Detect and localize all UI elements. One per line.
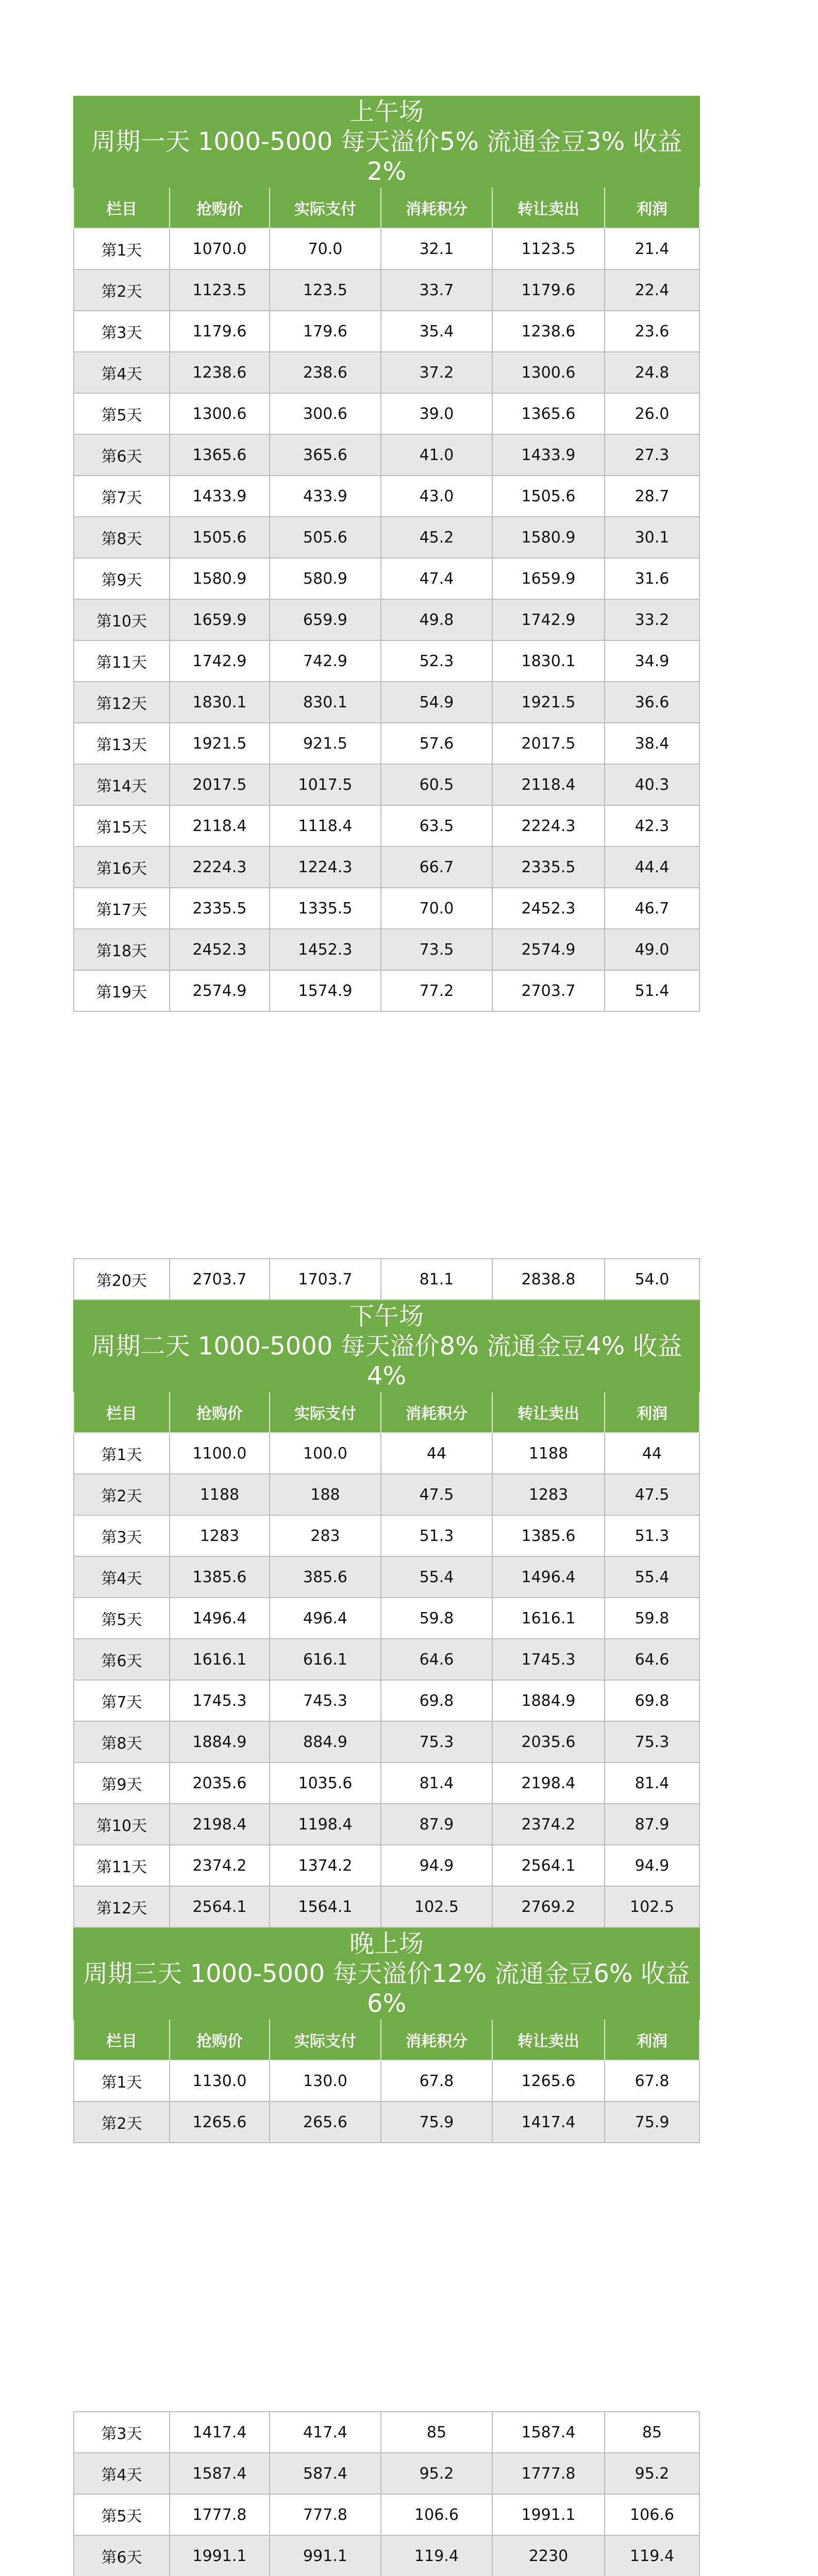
value-cell: 2335.5 (170, 888, 270, 929)
table-row (74, 1845, 699, 1886)
value-cell: 1283 (492, 1474, 605, 1515)
value-cell: 54.9 (381, 682, 492, 723)
value-cell: 1991.1 (492, 2494, 605, 2535)
value-cell: 45.2 (381, 517, 492, 558)
day-cell: 第11天 (74, 640, 170, 682)
middle-page-block (73, 1258, 699, 2143)
table-row (74, 1259, 699, 1300)
evening-continued-section (73, 2411, 699, 2576)
day-cell: 第8天 (74, 517, 170, 558)
value-cell: 2374.2 (492, 1804, 605, 1845)
value-cell: 496.4 (270, 1598, 381, 1639)
value-cell: 1564.1 (270, 1886, 381, 1927)
value-cell: 34.9 (605, 640, 699, 682)
value-cell: 1365.6 (170, 434, 270, 476)
table-row (74, 2535, 699, 2576)
value-cell: 1070.0 (170, 228, 270, 269)
table-row (74, 1598, 699, 1639)
day-cell: 第6天 (74, 434, 170, 476)
value-cell: 1505.6 (492, 476, 605, 517)
value-cell: 2564.1 (170, 1886, 270, 1927)
value-cell: 2769.2 (492, 1886, 605, 1927)
table-row (74, 888, 699, 929)
value-cell: 46.7 (605, 888, 699, 929)
value-cell: 22.4 (605, 269, 699, 311)
value-cell: 830.1 (270, 682, 381, 723)
value-cell: 21.4 (605, 228, 699, 269)
day-cell: 第12天 (74, 1886, 170, 1927)
day-cell: 第5天 (74, 1598, 170, 1639)
table-row (74, 929, 699, 970)
day-cell: 第3天 (74, 311, 170, 352)
value-cell: 417.4 (270, 2412, 381, 2453)
value-cell: 1179.6 (492, 269, 605, 311)
value-cell: 2224.3 (492, 805, 605, 846)
value-cell: 1283 (170, 1515, 270, 1556)
value-cell: 75.9 (381, 2102, 492, 2143)
table-row (74, 393, 699, 434)
value-cell: 265.6 (270, 2102, 381, 2143)
value-cell: 1417.4 (492, 2102, 605, 2143)
value-cell: 179.6 (270, 311, 381, 352)
value-cell: 884.9 (270, 1721, 381, 1762)
value-cell: 2574.9 (492, 929, 605, 970)
value-cell: 1188 (170, 1474, 270, 1515)
value-cell: 60.5 (381, 764, 492, 805)
value-cell: 1742.9 (170, 640, 270, 682)
value-cell: 94.9 (605, 1845, 699, 1886)
day-cell: 第10天 (74, 1804, 170, 1845)
value-cell: 2703.7 (492, 970, 605, 1011)
header-cell: 抢购价 (170, 2019, 270, 2060)
value-cell: 59.8 (381, 1598, 492, 1639)
header-cell: 利润 (605, 2019, 699, 2060)
value-cell: 75.9 (605, 2102, 699, 2143)
value-cell: 2017.5 (170, 764, 270, 805)
value-cell: 1921.5 (170, 723, 270, 764)
table-row (74, 434, 699, 476)
table-row (74, 970, 699, 1011)
value-cell: 95.2 (381, 2453, 492, 2494)
morning-title: 上午场 周期一天 1000-5000 每天溢价5% 流通金豆3% 收益2% (74, 96, 699, 187)
header-row (74, 187, 699, 228)
value-cell: 102.5 (605, 1886, 699, 1927)
table-row (74, 599, 699, 640)
value-cell: 1884.9 (492, 1680, 605, 1721)
value-cell: 33.7 (381, 269, 492, 311)
value-cell: 38.4 (605, 723, 699, 764)
table-row (74, 640, 699, 682)
day-cell: 第20天 (74, 1259, 170, 1300)
value-cell: 41.0 (381, 434, 492, 476)
value-cell: 106.6 (381, 2494, 492, 2535)
value-cell: 44 (381, 1433, 492, 1474)
value-cell: 1017.5 (270, 764, 381, 805)
table-row (74, 311, 699, 352)
evening-table (73, 1928, 700, 2143)
value-cell: 1742.9 (492, 599, 605, 640)
table-row (74, 1721, 699, 1762)
value-cell: 119.4 (381, 2535, 492, 2576)
value-cell: 1777.8 (492, 2453, 605, 2494)
value-cell: 87.9 (605, 1804, 699, 1845)
value-cell: 991.1 (270, 2535, 381, 2576)
value-cell: 505.6 (270, 517, 381, 558)
value-cell: 1580.9 (492, 517, 605, 558)
day-cell: 第12天 (74, 682, 170, 723)
value-cell: 1198.4 (270, 1804, 381, 1845)
day-cell: 第6天 (74, 2535, 170, 2576)
value-cell: 52.3 (381, 640, 492, 682)
value-cell: 365.6 (270, 434, 381, 476)
value-cell: 1659.9 (492, 558, 605, 599)
table-row (74, 1639, 699, 1680)
value-cell: 2198.4 (170, 1804, 270, 1845)
value-cell: 44 (605, 1433, 699, 1474)
value-cell: 27.3 (605, 434, 699, 476)
value-cell: 66.7 (381, 846, 492, 888)
value-cell: 23.6 (605, 311, 699, 352)
value-cell: 85 (605, 2412, 699, 2453)
value-cell: 69.8 (605, 1680, 699, 1721)
value-cell: 87.9 (381, 1804, 492, 1845)
value-cell: 742.9 (270, 640, 381, 682)
value-cell: 73.5 (381, 929, 492, 970)
value-cell: 2838.8 (492, 1259, 605, 1300)
header-cell: 实际支付 (270, 1392, 381, 1433)
value-cell: 44.4 (605, 846, 699, 888)
value-cell: 2335.5 (492, 846, 605, 888)
value-cell: 1265.6 (492, 2060, 605, 2102)
value-cell: 40.3 (605, 764, 699, 805)
value-cell: 1777.8 (170, 2494, 270, 2535)
value-cell: 777.8 (270, 2494, 381, 2535)
morning-table (73, 96, 700, 1012)
value-cell: 1123.5 (170, 269, 270, 311)
value-cell: 2230 (492, 2535, 605, 2576)
value-cell: 616.1 (270, 1639, 381, 1680)
value-cell: 47.4 (381, 558, 492, 599)
value-cell: 1496.4 (492, 1556, 605, 1598)
value-cell: 26.0 (605, 393, 699, 434)
day-cell: 第2天 (74, 269, 170, 311)
table-row (74, 2494, 699, 2535)
value-cell: 36.6 (605, 682, 699, 723)
value-cell: 1616.1 (170, 1639, 270, 1680)
value-cell: 1385.6 (492, 1515, 605, 1556)
value-cell: 1745.3 (492, 1639, 605, 1680)
value-cell: 2198.4 (492, 1762, 605, 1804)
table-row (74, 1886, 699, 1927)
value-cell: 1035.6 (270, 1762, 381, 1804)
value-cell: 1580.9 (170, 558, 270, 599)
day-cell: 第8天 (74, 1721, 170, 1762)
value-cell: 1991.1 (170, 2535, 270, 2576)
header-cell: 转让卖出 (492, 2019, 605, 2060)
value-cell: 81.4 (605, 1762, 699, 1804)
value-cell: 85 (381, 2412, 492, 2453)
value-cell: 1130.0 (170, 2060, 270, 2102)
day-cell: 第15天 (74, 805, 170, 846)
value-cell: 1433.9 (492, 434, 605, 476)
header-cell: 转让卖出 (492, 1392, 605, 1433)
table-row (74, 682, 699, 723)
value-cell: 51.3 (605, 1515, 699, 1556)
header-cell: 抢购价 (170, 1392, 270, 1433)
value-cell: 1574.9 (270, 970, 381, 1011)
header-cell: 转让卖出 (492, 187, 605, 228)
header-cell: 消耗积分 (381, 1392, 492, 1433)
table-row (74, 1433, 699, 1474)
value-cell: 1659.9 (170, 599, 270, 640)
value-cell: 1830.1 (170, 682, 270, 723)
table-row (74, 2412, 699, 2453)
day-cell: 第4天 (74, 352, 170, 393)
value-cell: 1385.6 (170, 1556, 270, 1598)
value-cell: 33.2 (605, 599, 699, 640)
value-cell: 385.6 (270, 1556, 381, 1598)
value-cell: 2035.6 (170, 1762, 270, 1804)
table-row (74, 805, 699, 846)
afternoon-table (73, 1300, 700, 1928)
day-cell: 第1天 (74, 228, 170, 269)
value-cell: 94.9 (381, 1845, 492, 1886)
morning-section (73, 96, 699, 1012)
day-cell: 第18天 (74, 929, 170, 970)
value-cell: 1616.1 (492, 1598, 605, 1639)
value-cell: 100.0 (270, 1433, 381, 1474)
value-cell: 95.2 (605, 2453, 699, 2494)
value-cell: 1587.4 (170, 2453, 270, 2494)
value-cell: 1123.5 (492, 228, 605, 269)
day-cell: 第11天 (74, 1845, 170, 1886)
value-cell: 81.1 (381, 1259, 492, 1300)
value-cell: 2118.4 (170, 805, 270, 846)
value-cell: 188 (270, 1474, 381, 1515)
value-cell: 1300.6 (492, 352, 605, 393)
value-cell: 37.2 (381, 352, 492, 393)
value-cell: 2118.4 (492, 764, 605, 805)
table-row (74, 476, 699, 517)
day-cell: 第19天 (74, 970, 170, 1011)
header-cell: 实际支付 (270, 2019, 381, 2060)
value-cell: 1179.6 (170, 311, 270, 352)
table-row (74, 269, 699, 311)
value-cell: 70.0 (381, 888, 492, 929)
value-cell: 42.3 (605, 805, 699, 846)
value-cell: 659.9 (270, 599, 381, 640)
value-cell: 39.0 (381, 393, 492, 434)
header-row (74, 1392, 699, 1433)
value-cell: 1365.6 (492, 393, 605, 434)
day-cell: 第5天 (74, 393, 170, 434)
afternoon-title: 下午场 周期二天 1000-5000 每天溢价8% 流通金豆4% 收益4% (74, 1301, 699, 1392)
day-cell: 第7天 (74, 476, 170, 517)
day-cell: 第6天 (74, 1639, 170, 1680)
value-cell: 1118.4 (270, 805, 381, 846)
table-row (74, 2102, 699, 2143)
value-cell: 1238.6 (170, 352, 270, 393)
value-cell: 1452.3 (270, 929, 381, 970)
day-cell: 第9天 (74, 558, 170, 599)
value-cell: 580.9 (270, 558, 381, 599)
value-cell: 2224.3 (170, 846, 270, 888)
day-cell: 第5天 (74, 2494, 170, 2535)
value-cell: 130.0 (270, 2060, 381, 2102)
value-cell: 2035.6 (492, 1721, 605, 1762)
value-cell: 1188 (492, 1433, 605, 1474)
value-cell: 1505.6 (170, 517, 270, 558)
value-cell: 70.0 (270, 228, 381, 269)
table-row (74, 764, 699, 805)
value-cell: 1417.4 (170, 2412, 270, 2453)
value-cell: 102.5 (381, 1886, 492, 1927)
value-cell: 1238.6 (492, 311, 605, 352)
day-cell: 第10天 (74, 599, 170, 640)
value-cell: 54.0 (605, 1259, 699, 1300)
header-cell: 利润 (605, 187, 699, 228)
value-cell: 51.4 (605, 970, 699, 1011)
header-cell: 栏目 (74, 187, 170, 228)
value-cell: 1496.4 (170, 1598, 270, 1639)
value-cell: 1335.5 (270, 888, 381, 929)
value-cell: 1587.4 (492, 2412, 605, 2453)
day-cell: 第9天 (74, 1762, 170, 1804)
value-cell: 69.8 (381, 1680, 492, 1721)
value-cell: 1374.2 (270, 1845, 381, 1886)
value-cell: 32.1 (381, 228, 492, 269)
value-cell: 2574.9 (170, 970, 270, 1011)
value-cell: 1433.9 (170, 476, 270, 517)
value-cell: 2703.7 (170, 1259, 270, 1300)
value-cell: 24.8 (605, 352, 699, 393)
value-cell: 67.8 (605, 2060, 699, 2102)
day-cell: 第17天 (74, 888, 170, 929)
value-cell: 67.8 (381, 2060, 492, 2102)
value-cell: 106.6 (605, 2494, 699, 2535)
table-row (74, 846, 699, 888)
value-cell: 49.0 (605, 929, 699, 970)
value-cell: 238.6 (270, 352, 381, 393)
value-cell: 1830.1 (492, 640, 605, 682)
value-cell: 1265.6 (170, 2102, 270, 2143)
value-cell: 47.5 (381, 1474, 492, 1515)
table-row (74, 228, 699, 269)
table-row (74, 1762, 699, 1804)
table-row (74, 1680, 699, 1721)
value-cell: 64.6 (605, 1639, 699, 1680)
day-cell: 第4天 (74, 1556, 170, 1598)
morning-continued-table (73, 1258, 700, 1300)
value-cell: 2452.3 (492, 888, 605, 929)
value-cell: 75.3 (381, 1721, 492, 1762)
value-cell: 587.4 (270, 2453, 381, 2494)
table-row (74, 1804, 699, 1845)
value-cell: 2374.2 (170, 1845, 270, 1886)
header-cell: 消耗积分 (381, 2019, 492, 2060)
value-cell: 28.7 (605, 476, 699, 517)
value-cell: 300.6 (270, 393, 381, 434)
day-cell: 第16天 (74, 846, 170, 888)
evening-continued-table (73, 2411, 700, 2576)
table-row (74, 1474, 699, 1515)
day-cell: 第1天 (74, 2060, 170, 2102)
table-row (74, 1556, 699, 1598)
table-row (74, 2453, 699, 2494)
value-cell: 1921.5 (492, 682, 605, 723)
value-cell: 1224.3 (270, 846, 381, 888)
day-cell: 第2天 (74, 1474, 170, 1515)
value-cell: 123.5 (270, 269, 381, 311)
value-cell: 57.6 (381, 723, 492, 764)
value-cell: 2564.1 (492, 1845, 605, 1886)
day-cell: 第3天 (74, 1515, 170, 1556)
value-cell: 745.3 (270, 1680, 381, 1721)
value-cell: 1300.6 (170, 393, 270, 434)
value-cell: 283 (270, 1515, 381, 1556)
value-cell: 1745.3 (170, 1680, 270, 1721)
value-cell: 2017.5 (492, 723, 605, 764)
value-cell: 63.5 (381, 805, 492, 846)
value-cell: 433.9 (270, 476, 381, 517)
value-cell: 43.0 (381, 476, 492, 517)
value-cell: 51.3 (381, 1515, 492, 1556)
value-cell: 77.2 (381, 970, 492, 1011)
header-cell: 栏目 (74, 1392, 170, 1433)
table-row (74, 2060, 699, 2102)
table-row (74, 1515, 699, 1556)
value-cell: 55.4 (381, 1556, 492, 1598)
value-cell: 1100.0 (170, 1433, 270, 1474)
value-cell: 81.4 (381, 1762, 492, 1804)
header-cell: 实际支付 (270, 187, 381, 228)
value-cell: 921.5 (270, 723, 381, 764)
value-cell: 75.3 (605, 1721, 699, 1762)
day-cell: 第13天 (74, 723, 170, 764)
value-cell: 35.4 (381, 311, 492, 352)
day-cell: 第7天 (74, 1680, 170, 1721)
value-cell: 59.8 (605, 1598, 699, 1639)
value-cell: 47.5 (605, 1474, 699, 1515)
day-cell: 第4天 (74, 2453, 170, 2494)
day-cell: 第2天 (74, 2102, 170, 2143)
table-row (74, 723, 699, 764)
value-cell: 1703.7 (270, 1259, 381, 1300)
header-cell: 消耗积分 (381, 187, 492, 228)
header-cell: 栏目 (74, 2019, 170, 2060)
header-row (74, 2019, 699, 2060)
table-row (74, 517, 699, 558)
value-cell: 1884.9 (170, 1721, 270, 1762)
day-cell: 第1天 (74, 1433, 170, 1474)
value-cell: 31.6 (605, 558, 699, 599)
header-cell: 利润 (605, 1392, 699, 1433)
header-cell: 抢购价 (170, 187, 270, 228)
day-cell: 第14天 (74, 764, 170, 805)
value-cell: 55.4 (605, 1556, 699, 1598)
day-cell: 第3天 (74, 2412, 170, 2453)
evening-title: 晚上场 周期三天 1000-5000 每天溢价12% 流通金豆6% 收益6% (74, 1928, 699, 2019)
table-row (74, 352, 699, 393)
value-cell: 49.8 (381, 599, 492, 640)
table-row (74, 558, 699, 599)
value-cell: 119.4 (605, 2535, 699, 2576)
value-cell: 30.1 (605, 517, 699, 558)
value-cell: 64.6 (381, 1639, 492, 1680)
value-cell: 2452.3 (170, 929, 270, 970)
